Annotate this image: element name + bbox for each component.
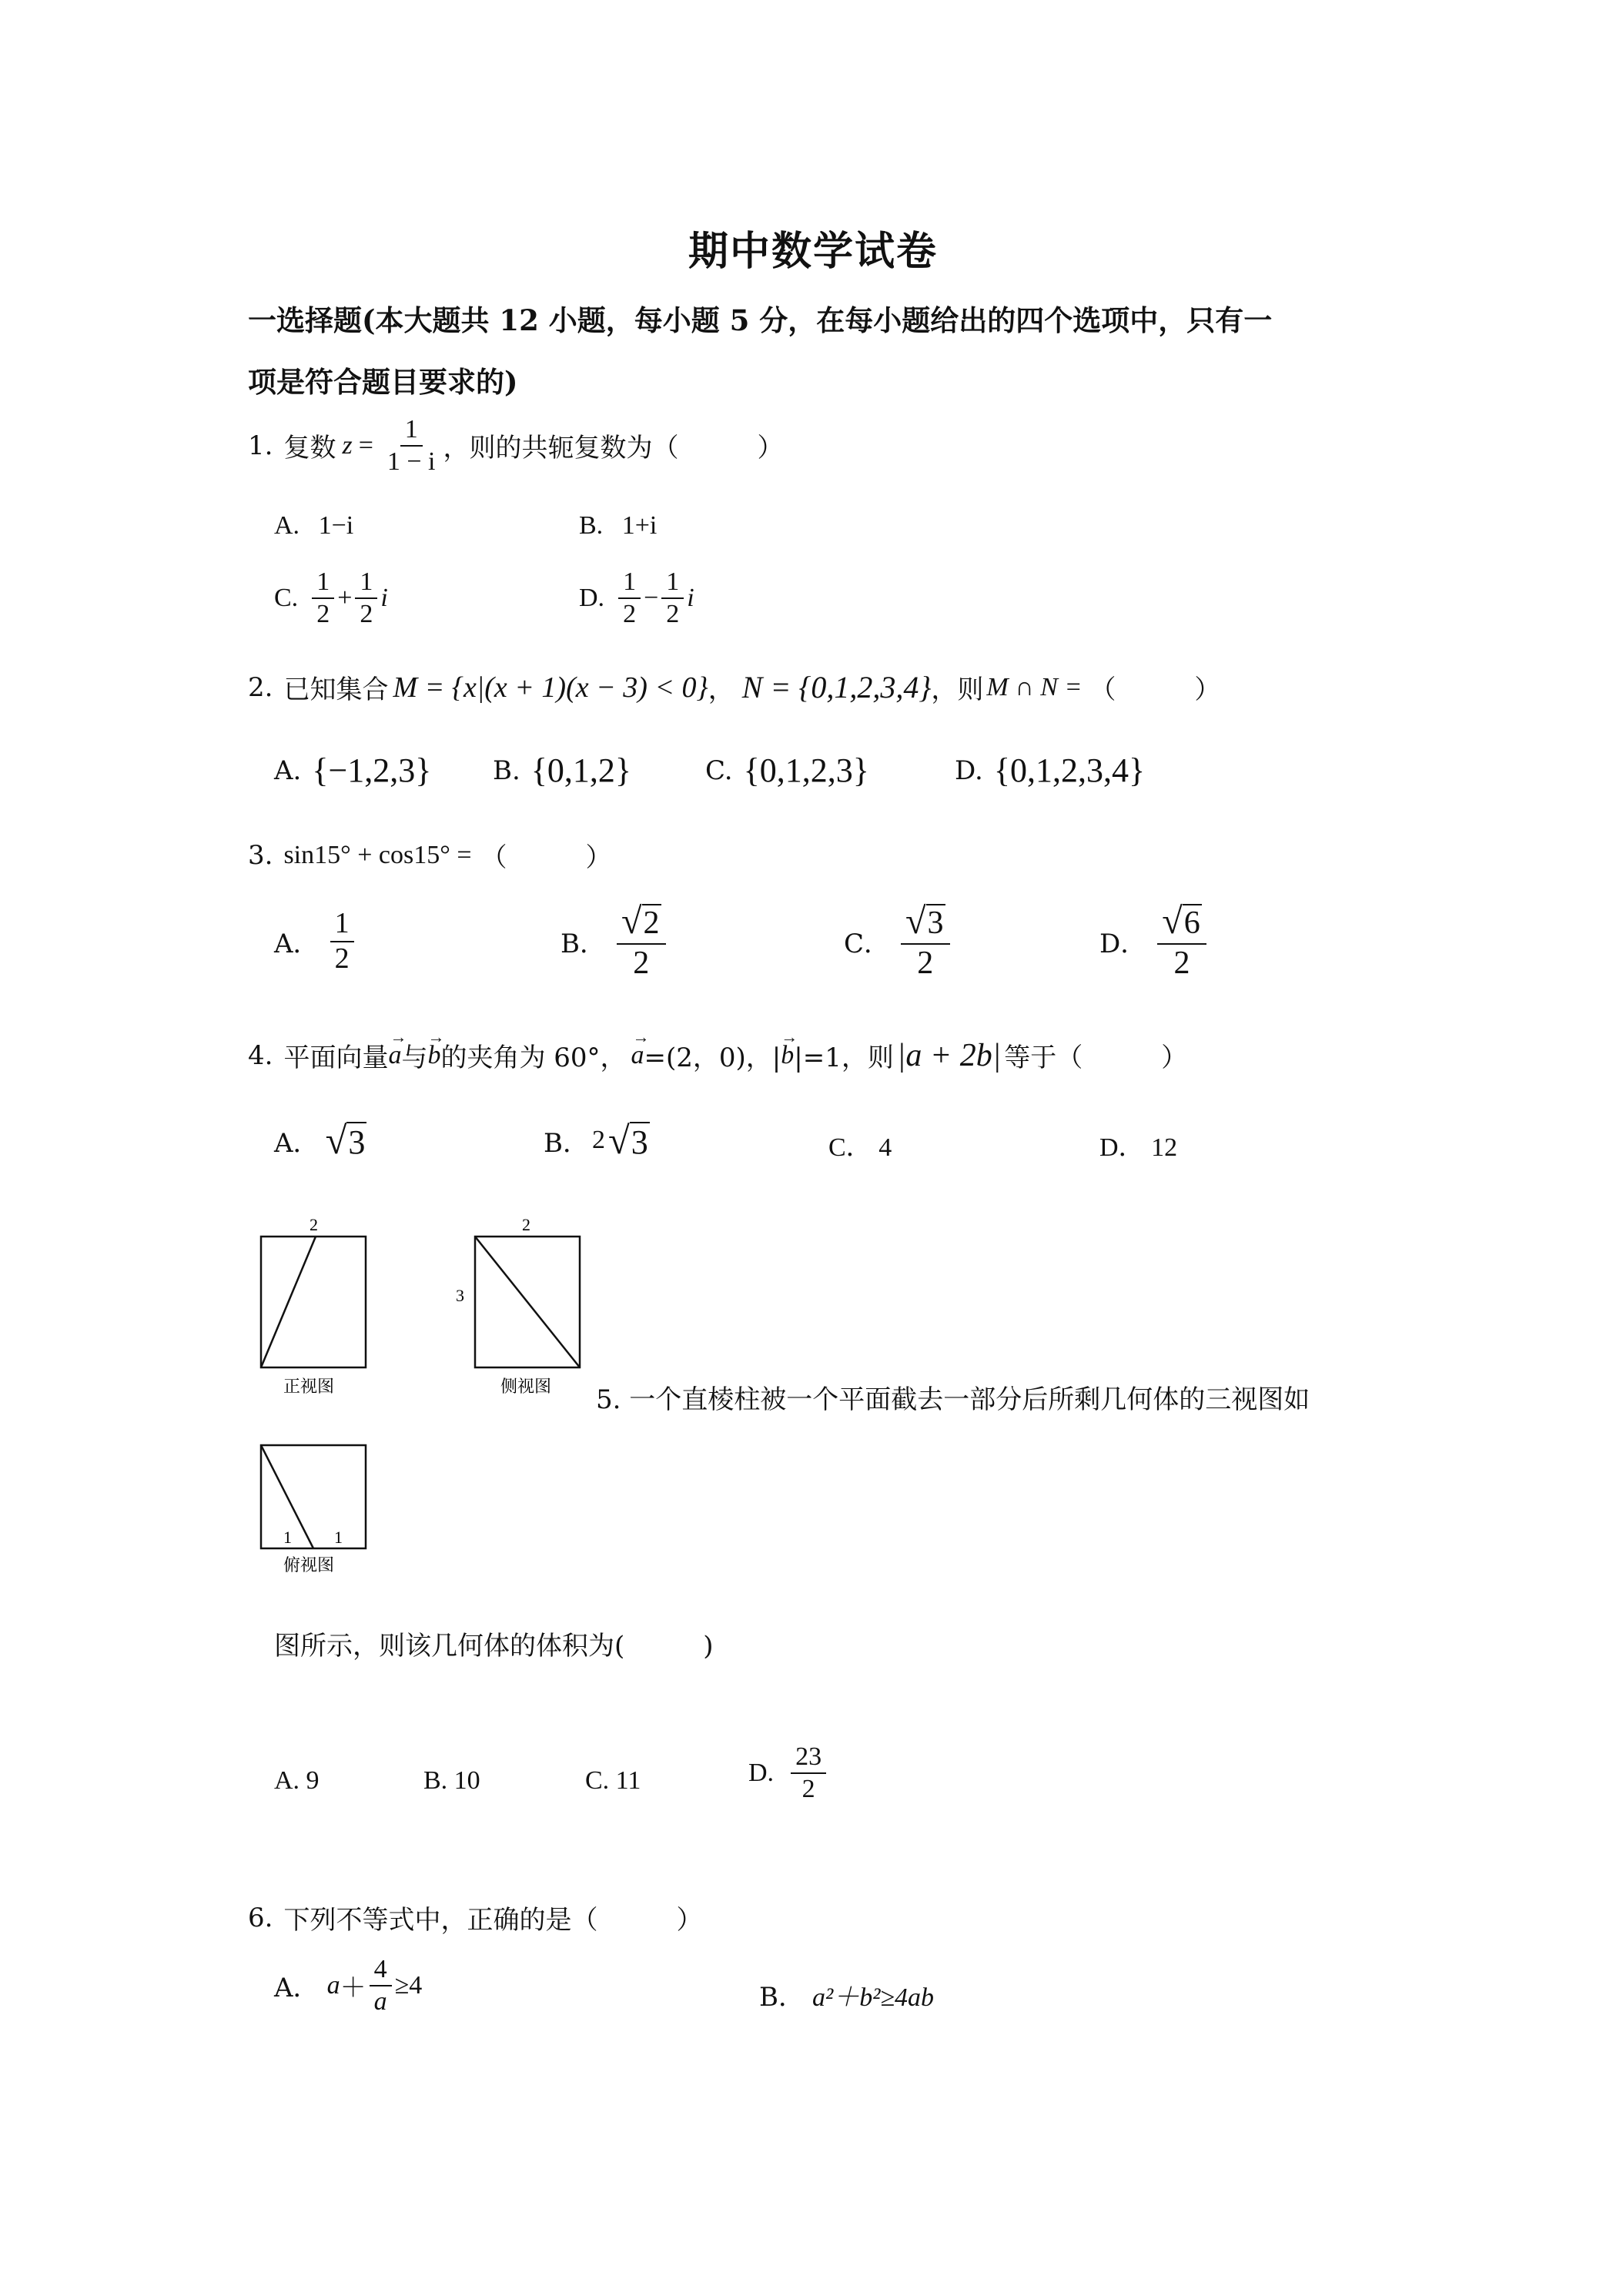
question-text: |=1，则 xyxy=(794,1043,894,1073)
operator: + xyxy=(337,583,353,612)
q1-option-b[interactable] xyxy=(579,511,657,541)
question-text: 与 xyxy=(401,1043,428,1073)
side-view xyxy=(456,1215,580,1396)
radicand: 2 xyxy=(643,905,660,941)
question-text: 已知集合 xyxy=(283,674,389,705)
vector-b: → b xyxy=(427,1026,445,1069)
option-value: 4 xyxy=(878,1133,892,1162)
q6-option-a[interactable] xyxy=(274,1956,422,2015)
fraction xyxy=(661,568,684,628)
top-bottom-right-dimension: 1 xyxy=(334,1528,343,1547)
fraction-denominator: 2 xyxy=(1173,945,1190,981)
sqrt-symbol: √3 xyxy=(905,901,944,942)
q5-option-c[interactable]: C. 11 xyxy=(585,1766,641,1795)
fraction-numerator: 1 xyxy=(400,416,423,447)
question-1 xyxy=(248,416,784,475)
q3-option-b[interactable] xyxy=(561,902,669,980)
question-number: 4. xyxy=(248,1039,273,1071)
q3-option-d[interactable] xyxy=(1099,902,1210,980)
option-label: B. xyxy=(493,755,520,786)
option-label: D． xyxy=(1099,928,1147,959)
question-number: 1. xyxy=(248,430,273,461)
option-value: 12 xyxy=(1151,1133,1178,1162)
fraction-denominator: 2 xyxy=(633,945,650,981)
question-number: 2. xyxy=(248,671,273,703)
q4-option-c[interactable] xyxy=(828,1126,892,1163)
option-label: A. xyxy=(274,755,302,786)
section-header-line2: 项是符合题目要求的) xyxy=(248,365,518,399)
q4-option-a[interactable] xyxy=(274,1118,366,1163)
option-label: A. xyxy=(274,511,300,540)
question-4 xyxy=(248,1026,1188,1074)
front-view xyxy=(261,1215,366,1396)
option-label: B. xyxy=(579,511,604,540)
q1-option-a[interactable] xyxy=(274,511,353,541)
fraction-denominator: a xyxy=(373,1986,387,2016)
radicand: 3 xyxy=(631,1123,648,1161)
question-6 xyxy=(248,1899,702,1936)
fraction-denominator: 2 xyxy=(917,945,934,981)
sqrt-symbol: √3 xyxy=(325,1119,366,1162)
option-label: B． xyxy=(759,1982,805,2013)
side-left-dimension: 3 xyxy=(456,1286,464,1305)
sqrt-symbol: √2 xyxy=(621,901,660,942)
fraction xyxy=(618,568,641,628)
option-label: D． xyxy=(1099,1133,1145,1162)
question-number: 3. xyxy=(248,839,273,871)
option-value: {0,1,2} xyxy=(530,751,632,789)
section-header-line1: 一选择题(本大题共 12 小题，每小题 5 分，在每小题给出的四个选项中，只有一 xyxy=(248,303,1273,337)
option-label: C. xyxy=(705,755,733,786)
q4-option-d[interactable] xyxy=(1099,1126,1177,1163)
fraction-numerator: 1 xyxy=(618,568,641,599)
vector-b: → b xyxy=(781,1026,798,1069)
variable-z: z xyxy=(342,430,353,460)
question-text: ，则 xyxy=(931,674,984,705)
option-value: {0,1,2,3} xyxy=(743,751,869,789)
q2-option-d[interactable] xyxy=(955,751,1145,790)
fraction xyxy=(312,568,334,628)
fraction-numerator xyxy=(617,902,666,945)
fraction xyxy=(370,1956,392,2015)
fraction xyxy=(617,902,666,980)
vector-expression: |a + 2b| xyxy=(896,1037,1002,1073)
question-text-tail: ，则的共轭复数为（ ） xyxy=(443,433,784,464)
fraction-numerator: 1 xyxy=(330,909,354,942)
q2-option-b[interactable] xyxy=(493,751,631,790)
radicand: 3 xyxy=(348,1123,366,1161)
fraction-numerator: 23 xyxy=(791,1743,826,1774)
answer-blank: （ ） xyxy=(480,842,612,873)
fraction xyxy=(791,1743,826,1802)
option-value: 1−i xyxy=(318,511,354,540)
option-label: D. xyxy=(748,1758,775,1787)
radicand: 3 xyxy=(927,905,944,941)
imaginary-unit: i xyxy=(380,583,388,612)
q3-option-c[interactable] xyxy=(844,902,953,980)
fraction-denominator: 2 xyxy=(801,1774,815,1803)
option-label: B． xyxy=(544,1127,589,1159)
fraction-denominator: 1 − i xyxy=(387,447,436,476)
question-text: =(2，0)，| xyxy=(644,1043,781,1073)
q5-option-d[interactable] xyxy=(748,1743,829,1802)
vector-a: → a xyxy=(631,1026,650,1069)
question-text-tail: 等于（ ） xyxy=(1004,1043,1188,1073)
q1-option-d[interactable] xyxy=(579,568,694,628)
option-label: D. xyxy=(579,583,605,612)
fraction-denominator: 2 xyxy=(360,599,373,628)
expression: sin15° + cos15° = xyxy=(283,840,472,869)
option-label: D. xyxy=(955,755,983,786)
fraction-numerator xyxy=(901,902,950,945)
fraction-numerator xyxy=(1157,902,1206,945)
question-number: 6. xyxy=(248,1902,273,1933)
option-label: C． xyxy=(844,928,891,959)
question-5-text-continued: 图所示，则该几何体的体积为( ) xyxy=(274,1631,714,1662)
answer-blank: （ ） xyxy=(1089,674,1221,705)
set-n: N = {0,1,2,3,4} xyxy=(741,670,932,705)
three-view-figure xyxy=(246,1209,601,1594)
option-label: B． xyxy=(561,928,606,959)
fraction-denominator: 2 xyxy=(623,599,637,628)
fraction-numerator: 4 xyxy=(370,1956,392,1986)
intersection: M ∩ N = xyxy=(986,672,1083,701)
question-text: 平面向量 xyxy=(283,1043,389,1073)
sqrt-symbol: √6 xyxy=(1162,901,1200,942)
equals-sign: = xyxy=(358,430,373,460)
set-m: M = {x|(x + 1)(x − 3) < 0} xyxy=(393,671,708,704)
option-label: A． xyxy=(274,1973,320,2004)
q4-option-b[interactable] xyxy=(544,1118,650,1163)
top-view-label: 俯视图 xyxy=(283,1555,335,1575)
option-label: C. xyxy=(274,583,299,612)
side-top-dimension: 2 xyxy=(522,1215,530,1234)
inequality-tail: ≥4 xyxy=(394,1970,423,2000)
option-value: a²＋b²≥4ab xyxy=(812,1983,935,2012)
fraction-numerator: 1 xyxy=(661,568,684,599)
sqrt-symbol: √3 xyxy=(608,1119,648,1162)
option-value: {0,1,2,3,4} xyxy=(993,751,1146,789)
fraction-denominator: 2 xyxy=(666,599,680,628)
q5-option-b[interactable]: B. 10 xyxy=(423,1766,480,1795)
page-title: 期中数学试卷 xyxy=(688,228,939,275)
option-value: 1+i xyxy=(621,511,658,540)
operator: − xyxy=(644,583,659,612)
top-bottom-left-dimension: 1 xyxy=(283,1528,292,1547)
question-5-text: 5. 一个直棱柱被一个平面截去一部分后所剩几何体的三视图如 xyxy=(596,1384,1310,1415)
operator: ＋ xyxy=(340,1973,366,2004)
q1-option-c[interactable] xyxy=(274,568,388,628)
question-2 xyxy=(248,668,1220,706)
question-text: 的夹角为 60°， xyxy=(440,1043,627,1073)
fraction xyxy=(383,416,440,475)
q3-option-a[interactable] xyxy=(274,909,357,975)
q2-option-a[interactable] xyxy=(274,751,431,790)
fraction-numerator: 1 xyxy=(312,568,334,599)
fraction-denominator: 2 xyxy=(334,942,350,975)
front-view-label: 正视图 xyxy=(283,1377,335,1396)
coefficient: 2 xyxy=(592,1126,605,1154)
question-3 xyxy=(248,836,612,874)
front-top-dimension: 2 xyxy=(310,1215,318,1234)
separator: ， xyxy=(708,674,735,705)
fraction xyxy=(901,902,950,980)
top-view xyxy=(261,1445,366,1575)
variable-a: a xyxy=(326,1970,340,2000)
side-view-label: 侧视图 xyxy=(500,1377,552,1396)
fraction xyxy=(330,909,354,975)
fraction xyxy=(1157,902,1206,980)
q6-option-b[interactable] xyxy=(759,1976,934,2013)
q2-option-c[interactable] xyxy=(705,751,869,790)
fraction-denominator: 2 xyxy=(316,599,330,628)
question-text: 复数 xyxy=(283,433,336,464)
fraction xyxy=(355,568,377,628)
option-value: {−1,2,3} xyxy=(312,751,432,789)
option-label: C． xyxy=(828,1133,872,1162)
radicand: 6 xyxy=(1183,905,1200,941)
q5-option-a[interactable]: A. 9 xyxy=(274,1766,320,1795)
vector-a: → a xyxy=(388,1026,407,1069)
option-label: A． xyxy=(274,929,320,960)
option-label: A． xyxy=(274,1127,320,1159)
fraction-numerator: 1 xyxy=(355,568,377,599)
imaginary-unit: i xyxy=(687,583,694,612)
question-text: 下列不等式中，正确的是（ ） xyxy=(283,1905,703,1936)
